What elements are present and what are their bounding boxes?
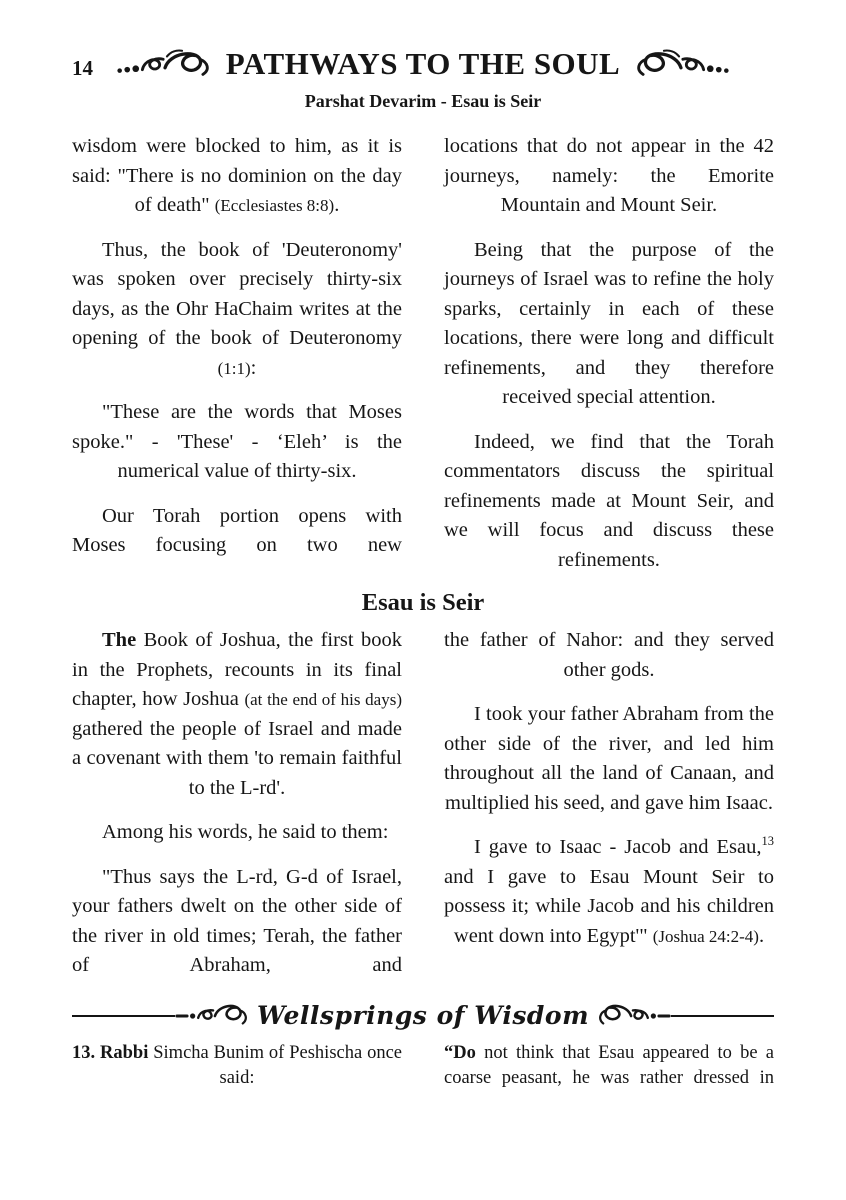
paragraph (444, 626, 774, 685)
paragraph (72, 132, 402, 221)
intro-right-column (444, 132, 774, 575)
citation-text: (at the end of his days) (244, 690, 402, 710)
header-flourish-right-icon (628, 46, 732, 82)
body-text: locations that do not appear in the 42 journeys, namely: the Emorite Mountain and Mount Seir. (444, 135, 774, 217)
paragraph (444, 833, 774, 951)
page-number: 14 (72, 56, 93, 80)
body-text: The (102, 629, 137, 652)
paragraph (444, 700, 774, 818)
citation-text: (Joshua 24:2-4) (652, 926, 759, 946)
citation-text: (Ecclesiastes 8:8) (214, 196, 335, 216)
body-text: Our Torah portion opens with Moses focusing on two new (72, 504, 402, 557)
body-text: the father of Nahor: and they served other gods. (444, 629, 774, 681)
body-text: Thus, the book of 'Deuteronomy' was spoken over precisely thirty-six days, as the Ohr HaChaim writes at the opening of the book of Deuteronomy (72, 238, 402, 350)
footnote-left-column (72, 1041, 402, 1091)
body-text: wisdom were blocked to him, as it is said: "There is no dominion on the day of death" (72, 135, 402, 217)
citation-text: (1:1) (217, 358, 251, 378)
paragraph (72, 236, 402, 384)
header-flourish-left-icon (114, 46, 218, 82)
footnotes (72, 1041, 774, 1091)
body-text: Simcha Bunim of Peshischa once said: (148, 1042, 403, 1089)
paragraph (72, 502, 402, 561)
section-heading: Esau is Seir (361, 589, 485, 617)
page-subtitle: Parshat Devarim - Esau is Seir (304, 91, 542, 111)
section-intro (72, 132, 774, 575)
footnote-divider (72, 997, 774, 1035)
divider-flourish-left-icon (175, 1002, 253, 1030)
divider-flourish-right-icon (593, 1002, 671, 1030)
paragraph (72, 863, 402, 981)
body-text: I took your father Abraham from the other side of the river, and led him throughout all the land of Canaan, and multiplied his seed, and gave him Isaac. (444, 703, 774, 814)
body-text: 13. Rabbi (72, 1042, 149, 1063)
body-text: I gave to Isaac - Jacob and Esau, (474, 836, 762, 859)
body-text: gathered the people of Israel and made a covenant with them 'to remain faithful to the L-rd'. (72, 717, 402, 799)
footnote-ref: 13 (761, 834, 774, 849)
footnote-right-column (444, 1041, 774, 1091)
paragraph (444, 236, 774, 413)
body-text: Being that the purpose of the journeys of Israel was to refine the holy sparks, certainly in each of these locations, there were long and difficult refinements, and they therefore received special attention. (444, 238, 774, 409)
intro-left-column (72, 132, 402, 575)
page-title: PATHWAYS TO THE SOUL (225, 46, 621, 81)
body-text: Indeed, we find that the Torah commentators discuss the spiritual refinements made at Mount Seir, and we will focus and discuss these refinements. (444, 430, 774, 571)
esau-left-column (72, 626, 402, 981)
paragraph (72, 1041, 402, 1091)
divider-rule-right (671, 1015, 774, 1018)
footnote-area (72, 997, 774, 1091)
body-text: not think that Esau appeared to be a coarse peasant, he was rather dressed in (444, 1042, 774, 1089)
body-text: "Thus says the L-rd, G-d of Israel, your fathers dwelt on the other side of the river in old times; Terah, the father of Abraham, and (72, 865, 402, 977)
body-text: Book of Joshua, the first book in the Prophets, recounts in its final chapter, how Joshua (72, 629, 402, 711)
paragraph (444, 1041, 774, 1091)
body-text: and I gave to Esau Mount Seir to possess it; while Jacob and his children went down into Egypt'" (444, 865, 774, 947)
section-esau-is-seir (72, 626, 774, 981)
body-text: "These are the words that Moses spoke." - 'These' - ‘Eleh’ is the numerical value of thirty-six. (72, 401, 402, 483)
body-text: “Do (444, 1042, 476, 1063)
paragraph (444, 132, 774, 221)
paragraph (72, 626, 402, 803)
divider-rule-left (72, 1015, 175, 1018)
divider-title: Wellsprings of Wisdom (256, 1001, 590, 1031)
page-body (72, 132, 774, 981)
body-text: . (758, 924, 765, 947)
paragraph (72, 398, 402, 487)
title-row (72, 46, 774, 82)
esau-right-column (444, 626, 774, 981)
body-text: : (250, 356, 257, 379)
paragraph (72, 818, 402, 848)
body-text: . (334, 194, 340, 217)
paragraph (444, 428, 774, 576)
body-text: Among his words, he said to them: (102, 821, 389, 844)
page-header (72, 46, 774, 112)
